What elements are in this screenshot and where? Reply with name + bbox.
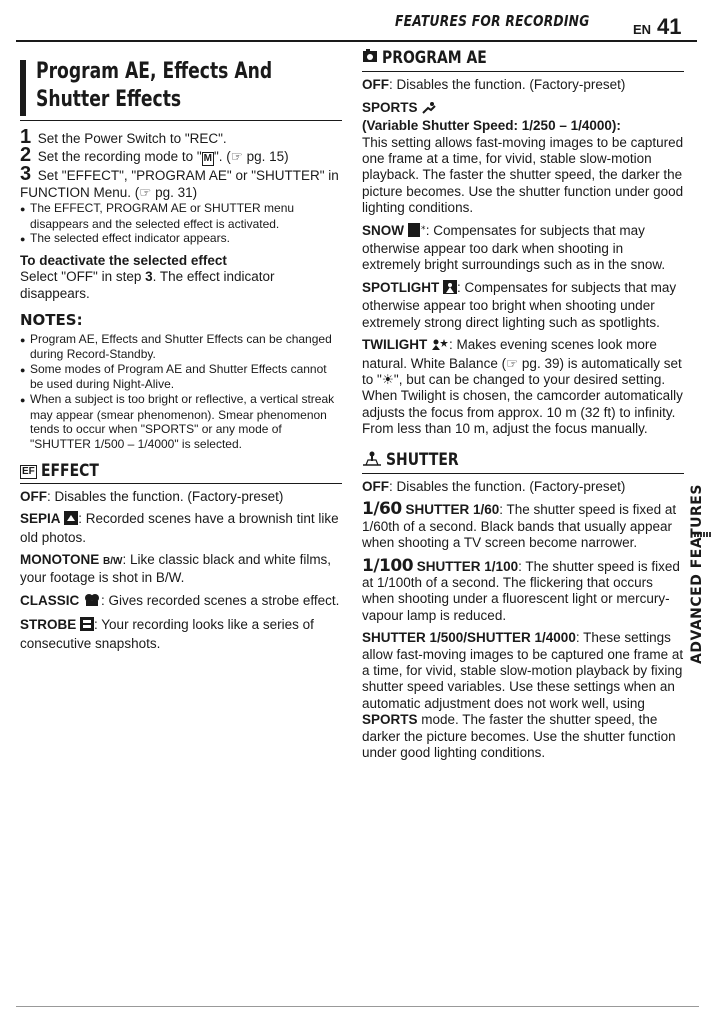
list-item: ● Some modes of Program AE and Shutter Effects cannot be used during Night-Alive. xyxy=(20,362,342,392)
manual-mode-icon: M xyxy=(203,153,212,165)
program-ae-heading xyxy=(362,48,684,68)
shutter-100: 1/100 SHUTTER 1/100: The shutter speed is fixed at 1/100th of a second. The flickering that occurs when shooting under a fluorescent light or mercury-vapour lamp is reduced. xyxy=(362,555,680,623)
program-ae-icon xyxy=(362,48,378,68)
shutter-off: OFF: Disables the function. (Factory-preset) xyxy=(362,478,626,494)
bottom-rule xyxy=(16,1006,699,1007)
step-3: 3 Set "EFFECT", "PROGRAM AE" or "SHUTTER" in FUNCTION Menu. (☞ pg. 31) xyxy=(20,163,339,200)
program-ae-title: PROGRAM AE xyxy=(382,48,487,68)
step-2: 2 Set the recording mode to " M ". (☞ pg. 15) xyxy=(20,144,289,167)
pae-spotlight: SPOTLIGHT : Compensates for subjects that may otherwise appear too bright when shooting under extremely strong direct lighting such as spotlights. xyxy=(362,279,677,330)
side-tab-label: ADVANCED FEATURES xyxy=(689,484,705,664)
shutter-rule xyxy=(362,473,684,474)
step-1: 1 Set the Power Switch to "REC". xyxy=(20,126,227,148)
effect-sepia: SEPIA : Recorded scenes have a brownish tint like old photos. xyxy=(20,511,339,545)
snow-icon xyxy=(408,223,426,241)
right-column xyxy=(362,48,684,761)
film-reel-icon xyxy=(83,593,101,611)
shutter-60-icon: 1/60 xyxy=(362,499,402,520)
pae-twilight: TWILIGHT : Makes evening scenes look more natural. White Balance (☞ pg. 39) is automatically set to "☀", but can be changed to your desired setting. When Twilight is chosen, the camcorder automatically adjusts the focus from approx. 10 m (32 ft) to infinity. From less than 10 m, adjust the focus manually. xyxy=(362,337,683,437)
language-tag: EN xyxy=(633,22,652,37)
section-title: Program AE, Effects And Shutter Effects xyxy=(36,59,273,112)
notes-title: NOTES: xyxy=(20,311,83,330)
strobe-icon xyxy=(80,617,94,635)
left-column xyxy=(20,58,342,652)
shutter-60: 1/60 SHUTTER 1/60: The shutter speed is fixed at 1/60th of a second. Black bands that usually appear when shooting a TV screen become narrower. xyxy=(362,499,677,551)
shutter-title: SHUTTER xyxy=(386,449,459,470)
running-header: FEATURES FOR RECORDING xyxy=(395,12,590,30)
pae-off: OFF: Disables the function. (Factory-preset) xyxy=(362,77,626,93)
sports-runner-icon xyxy=(421,102,437,118)
spotlight-icon xyxy=(443,280,457,298)
bw-icon: B/W xyxy=(103,556,123,567)
list-item: ● Program AE, Effects and Shutter Effects can be changed during Record-Standby. xyxy=(20,332,342,362)
shutter-heading xyxy=(362,450,684,470)
effect-strobe: STROBE : Your recording looks like a series of consecutive snapshots. xyxy=(20,617,314,651)
effect-off: OFF: Disables the function. (Factory-preset) xyxy=(20,488,284,504)
twilight-icon xyxy=(431,338,449,355)
deactivate-text: Select "OFF" in step 3. The effect indicator disappears. xyxy=(20,269,275,301)
pae-sports-sub: (Variable Shutter Speed: 1/250 – 1/4000): xyxy=(362,118,621,134)
header-rule xyxy=(16,40,697,42)
shutter-500: SHUTTER 1/500/SHUTTER 1/4000: These settings allow fast-moving images to be captured one frame at a time, for vivid, stable slow-motion playback by fixing shutter speed variables. Use these settings when an automatic adjustment does not work well, using SPORTS mode. The faster the shutter speed, the darker the picture becomes. Use the shutter function under good lighting conditions. xyxy=(362,630,684,761)
deactivate-title: To deactivate the selected effect xyxy=(20,253,227,268)
effect-heading xyxy=(20,461,342,482)
program-ae-rule xyxy=(362,71,684,72)
effect-monotone: MONOTONE B/W: Like classic black and white films, your footage is shot in B/W. xyxy=(20,552,332,586)
pae-sports: SPORTS xyxy=(362,100,684,118)
section-bar xyxy=(20,60,26,116)
list-item: ● The EFFECT, PROGRAM AE or SHUTTER menu disappears and the selected effect is activated. xyxy=(20,201,342,231)
page-number: 41 xyxy=(657,14,682,39)
svg-text:*: * xyxy=(420,224,426,235)
pae-snow: SNOW * : Compensates for subjects that may otherwise appear too dark when shooting in extremely bright surroundings such as in the snow. xyxy=(362,222,666,273)
shutter-100-icon: 1/100 xyxy=(362,555,414,576)
effect-classic: CLASSIC : Gives recorded scenes a strobe effect. xyxy=(20,593,342,611)
pae-sports-text: This setting allows fast-moving images to be captured one frame at a time, for vivid, stable slow-motion playback. The faster the shutter speed, the darker the picture becomes. Use the shutter function under good lighting conditions. xyxy=(362,134,684,216)
sepia-icon xyxy=(64,511,78,529)
list-item: ● When a subject is too bright or reflective, a vertical streak may appear (smear phenomenon). Smear phenomenon tends to occur when "SPORTS" or any mode of "SHUTTER 1/500 – 1/4000" is selected. xyxy=(20,392,342,451)
list-item: ● The selected effect indicator appears. xyxy=(20,231,342,247)
effect-rule xyxy=(20,483,342,484)
section-rule xyxy=(20,120,342,121)
shutter-icon xyxy=(362,450,382,470)
effect-icon: EF xyxy=(22,465,35,477)
effect-title: EFFECT xyxy=(40,461,99,482)
